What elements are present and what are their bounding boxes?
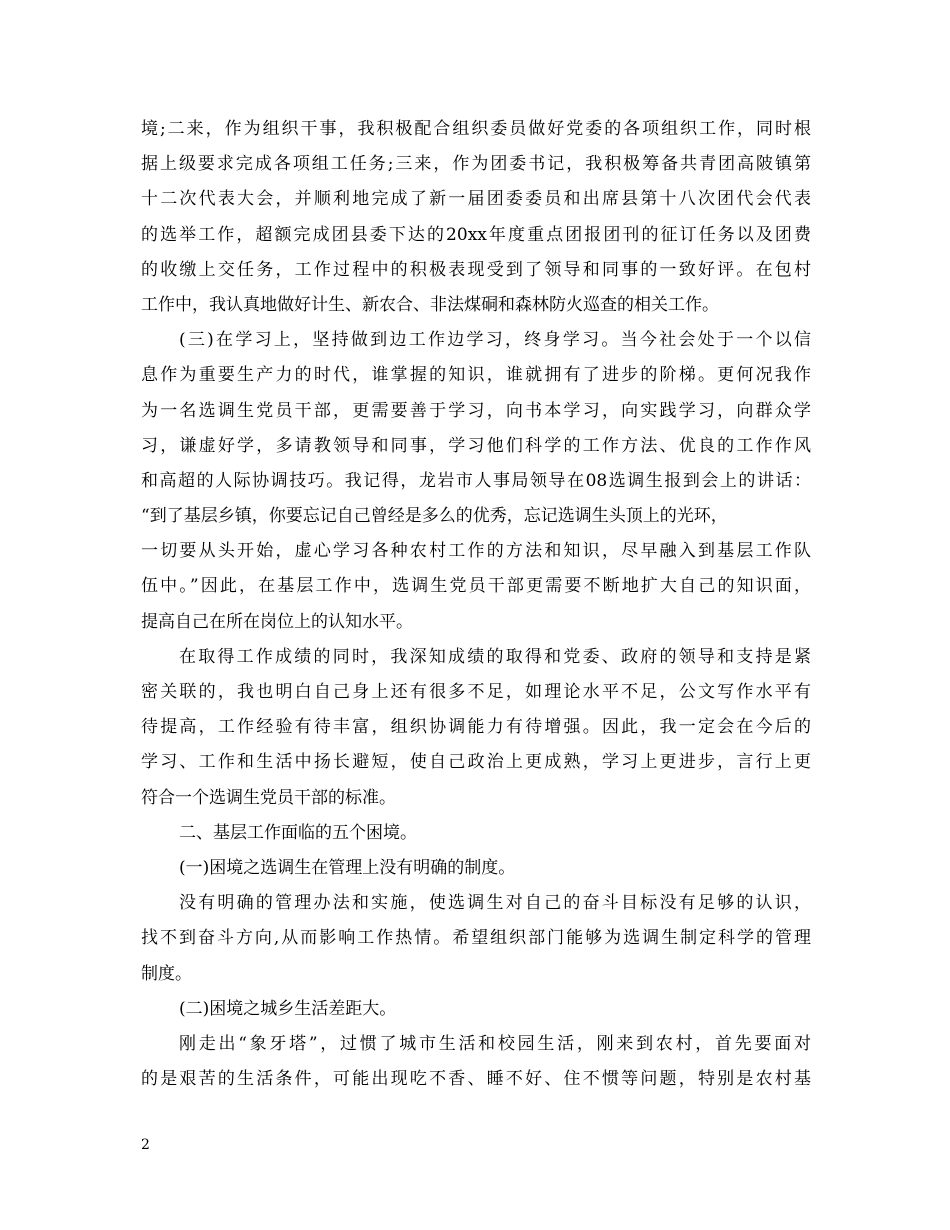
text-line: 据上级要求完成各项组工任务;三来，作为团委书记，我积极筹备共青团高陂镇第 xyxy=(141,154,811,175)
text-line: 伍中。”因此，在基层工作中，选调生党员干部更需要不断地扩大自己的知识面， xyxy=(141,576,811,597)
text-line: 找不到奋斗方向,从而影响工作热情。希望组织部门能够为选调生制定科学的管理 xyxy=(141,928,811,949)
text-line: 提高自己在所在岗位上的认知水平。 xyxy=(141,611,413,632)
text-line: 十二次代表大会，并顺利地完成了新一届团委委员和出席县第十八次团代会代表 xyxy=(141,189,811,210)
text-line: 为一名选调生党员干部，更需要善于学习，向书本学习，向实践学习，向群众学 xyxy=(141,400,811,421)
text-line: 和高超的人际协调技巧。我记得，龙岩市人事局领导在08选调生报到会上的讲话： xyxy=(141,470,811,491)
text-line: 的是艰苦的生活条件，可能出现吃不香、睡不好、住不惯等问题，特别是农村基 xyxy=(141,1069,811,1090)
text-line: 密关联的，我也明白自己身上还有很多不足，如理论水平不足，公文写作水平有 xyxy=(141,682,811,702)
text-line: 在取得工作成绩的同时，我深知成绩的取得和党委、政府的领导和支持是紧 xyxy=(179,646,811,667)
text-line: (二)困境之城乡生活差距大。 xyxy=(179,998,397,1019)
text-line: 符合一个选调生党员干部的标准。 xyxy=(141,787,396,808)
page-number: 2 xyxy=(141,1137,150,1153)
text-line: (一)困境之选调生在管理上没有明确的制度。 xyxy=(179,857,516,878)
text-line: 学习、工作和生活中扬长避短，使自己政治上更成熟，学习上更进步，言行上更 xyxy=(141,752,811,773)
text-line: 制度。 xyxy=(141,963,192,984)
text-line: 没有明确的管理办法和实施，使选调生对自己的奋斗目标没有足够的认识， xyxy=(179,893,811,914)
text-line: 的收缴上交任务，工作过程中的积极表现受到了领导和同事的一致好评。在包村 xyxy=(141,259,811,280)
text-line: “到了基层乡镇，你要忘记自己曾经是多么的优秀，忘记选调生头顶上的光环， xyxy=(141,506,728,527)
text-line: 二、基层工作面临的五个困境。 xyxy=(179,822,417,843)
text-line: 的选举工作，超额完成团县委下达的20xx年度重点团报团刊的征订任务以及团费 xyxy=(141,224,811,245)
text-line: 工作中，我认真地做好计生、新农合、非法煤硐和森林防火巡查的相关工作。 xyxy=(141,294,719,315)
text-line: 习，谦虚好学，多请教领导和同事，学习他们科学的工作方法、优良的工作作风 xyxy=(141,435,811,456)
text-line: 境;二来，作为组织干事，我积极配合组织委员做好党委的各项组织工作，同时根 xyxy=(141,119,811,139)
text-line: 息作为重要生产力的时代，谁掌握的知识，谁就拥有了进步的阶梯。更何况我作 xyxy=(141,365,811,386)
text-line: 待提高，工作经验有待丰富，组织协调能力有待增强。因此，我一定会在今后的 xyxy=(141,717,811,738)
body-text xyxy=(141,112,811,1097)
text-line: 一切要从头开始，虚心学习各种农村工作的方法和知识，尽早融入到基层工作队 xyxy=(141,541,811,562)
text-line: (三)在学习上，坚持做到边工作边学习，终身学习。当今社会处于一个以信 xyxy=(179,330,811,351)
text-line: 刚走出“象牙塔”，过惯了城市生活和校园生活，刚来到农村，首先要面对 xyxy=(179,1033,811,1054)
